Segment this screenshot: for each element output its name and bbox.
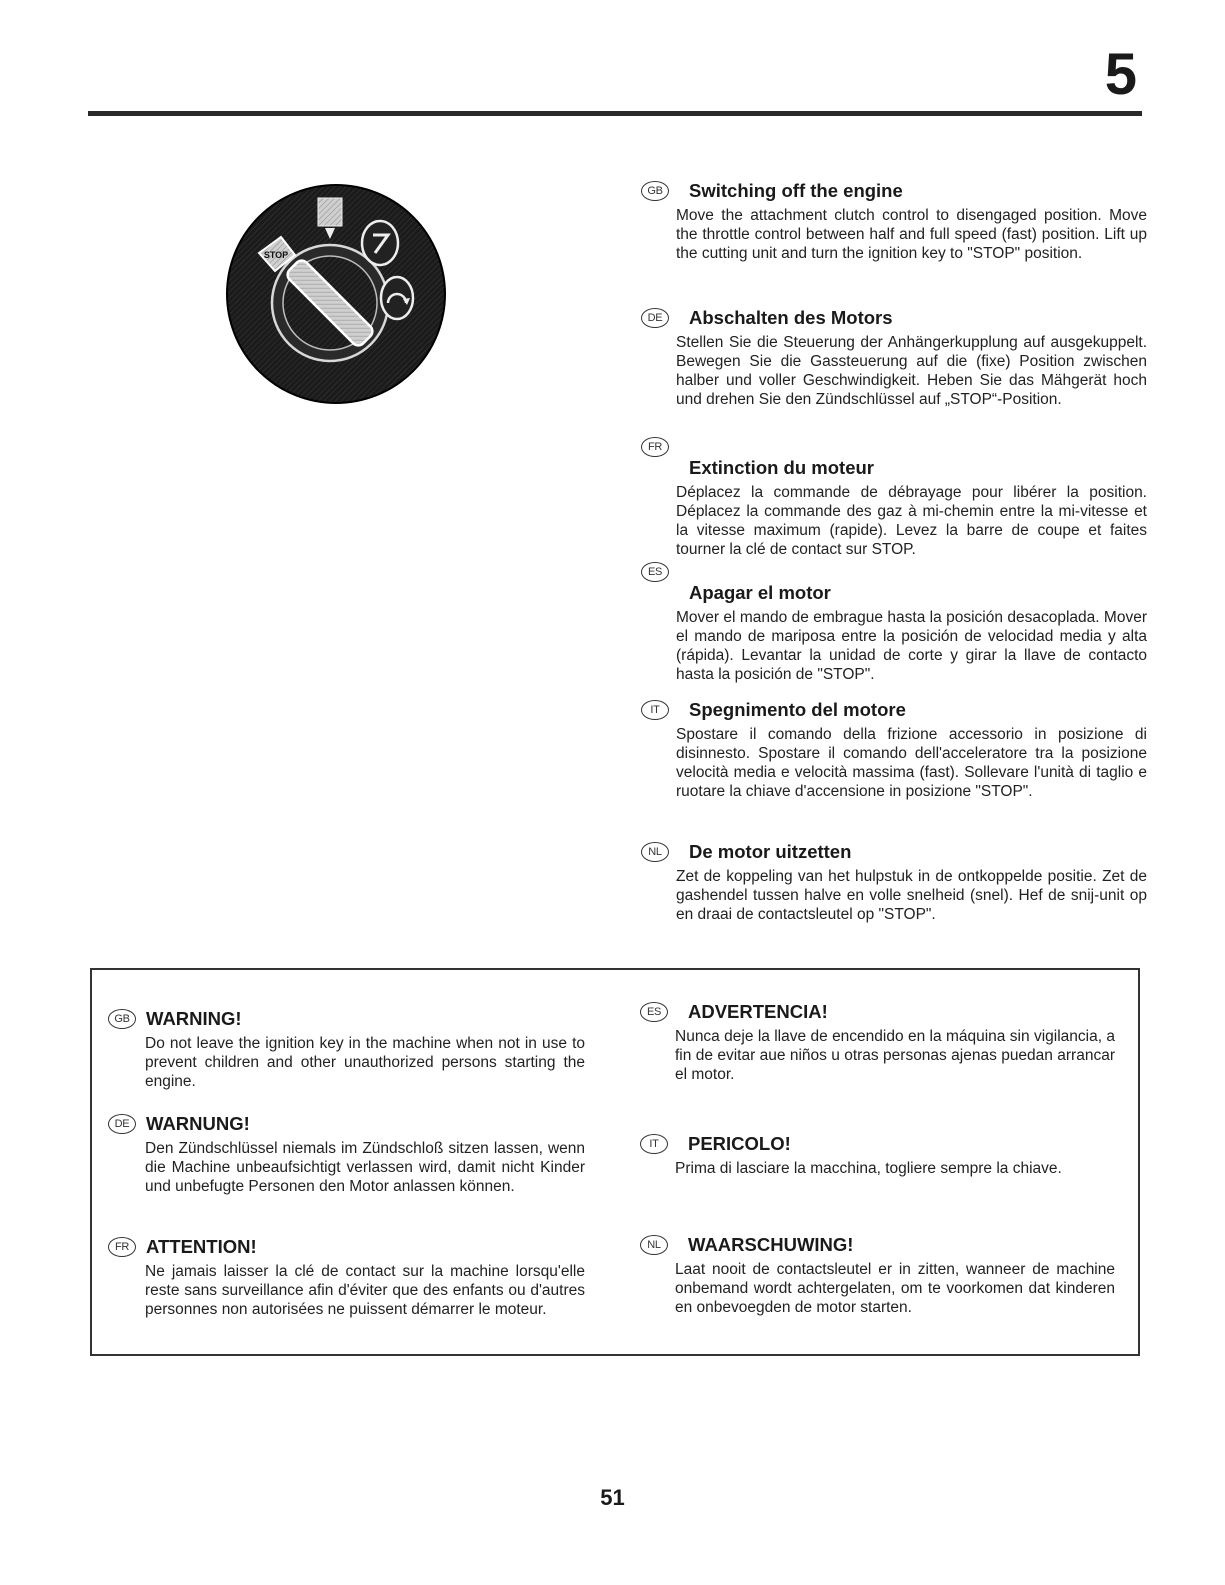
- warning-gb: [108, 1006, 583, 1091]
- lang-badge: DE: [108, 1114, 136, 1134]
- warning-title: WARNUNG!: [146, 1113, 250, 1134]
- lang-badge: IT: [641, 700, 669, 720]
- warning-body: Prima di lasciare la macchina, togliere sempre la chiave.: [675, 1160, 1062, 1177]
- warning-it: [640, 1131, 1115, 1178]
- section-fr: [641, 437, 1147, 559]
- section-body: Zet de koppeling van het hulpstuk in de ontkoppelde positie. Zet de gashendel tussen halve en volle snelheid (snel). Hef de snij-unit op en draai de contactsleutel op "STOP".: [676, 868, 1147, 923]
- section-title: Abschalten des Motors: [689, 307, 893, 328]
- section-de: [641, 305, 1147, 409]
- lang-badge: GB: [641, 181, 669, 201]
- svg-text:STOP: STOP: [263, 250, 289, 260]
- warning-fr: [108, 1234, 583, 1319]
- section-body: Déplacez la commande de débrayage pour libérer la position. Déplacez la commande des gaz à mi-chemin entre la mi-vitesse et la vitesse maximum (rapide). Levez la barre de coupe et faites tourner la clé de contact sur STOP.: [676, 484, 1147, 558]
- page-number: 51: [600, 1485, 625, 1510]
- warning-de: [108, 1111, 583, 1196]
- section-body: Move the attachment clutch control to disengaged position. Move the throttle control between half and full speed (fast) position. Lift up the cutting unit and turn the ignition key to "STOP" position.: [676, 207, 1147, 262]
- section-body: Spostare il comando della frizione accessorio in posizione di disinnesto. Spostare il comando dell'acceleratore tra la posizione velocità media e velocità massima (fast). Sollevare l'unità di taglio e ruotare la chiave d'accensione in posizione "STOP".: [676, 726, 1147, 800]
- section-title: Switching off the engine: [689, 180, 903, 201]
- chapter-number: 5: [1104, 42, 1137, 107]
- section-nl: [641, 839, 1147, 924]
- warning-body: Do not leave the ignition key in the machine when not in use to prevent children and other unauthorized persons starting the engine.: [145, 1035, 585, 1090]
- warning-es: [640, 999, 1115, 1084]
- section-it: [641, 697, 1147, 801]
- warning-nl: [640, 1232, 1115, 1317]
- start-icon: [381, 277, 413, 319]
- warning-body: Ne jamais laisser la clé de contact sur la machine lorsqu'elle reste sans surveillance afin d'éviter que des enfants ou d'autres personnes non autorisées ne puissent démarrer le moteur.: [145, 1263, 585, 1318]
- section-body: Stellen Sie die Steuerung der Anhängerkupplung auf ausgekuppelt. Bewegen Sie die Gassteuerung auf die (fixe) Position zwischen halber und voller Geschwindigkeit. Heben Sie das Mähgerät hoch und drehen Sie den Zündschlüssel auf „STOP“-Position.: [676, 334, 1147, 408]
- section-title: De motor uitzetten: [689, 841, 852, 862]
- warning-body: Den Zündschlüssel niemals im Zündschloß sitzen lassen, wenn die Machine unbeaufsichtigt verlassen wird, damit nicht Kinder und unbefugte Personen den Motor anlassen können.: [145, 1140, 585, 1195]
- lang-badge: ES: [641, 562, 669, 582]
- lang-badge: NL: [640, 1235, 668, 1255]
- lang-badge: ES: [640, 1002, 668, 1022]
- warning-box: [90, 968, 1140, 1356]
- warning-title: WAARSCHUWING!: [688, 1234, 854, 1255]
- lang-badge: IT: [640, 1134, 668, 1154]
- section-gb: [641, 178, 1147, 263]
- section-title: Spegnimento del motore: [689, 699, 906, 720]
- warning-body: Laat nooit de contactsleutel er in zitten, wanneer de machine onbemand wordt achtergelaten, om te voorkomen dat kinderen en onbevoegden de motor starten.: [675, 1261, 1115, 1316]
- lang-badge: FR: [641, 437, 669, 457]
- section-title: Apagar el motor: [689, 582, 831, 603]
- ignition-switch-figure: [225, 183, 447, 405]
- warning-title: ADVERTENCIA!: [688, 1001, 828, 1022]
- warning-title: PERICOLO!: [688, 1133, 791, 1154]
- lang-badge: GB: [108, 1009, 136, 1029]
- warning-body: Nunca deje la llave de encendido en la máquina sin vigilancia, a fin de evitar aue niños u otras personas ajenas puedan arrancar el motor.: [675, 1028, 1115, 1083]
- warning-title: ATTENTION!: [146, 1236, 257, 1257]
- section-title: Extinction du moteur: [689, 457, 874, 478]
- lang-badge: FR: [108, 1237, 136, 1257]
- header-rule: [88, 111, 1142, 116]
- warning-title: WARNING!: [146, 1008, 242, 1029]
- lang-badge: DE: [641, 308, 669, 328]
- lang-badge: NL: [641, 842, 669, 862]
- section-es: [641, 562, 1147, 684]
- section-body: Mover el mando de embrague hasta la posición desacoplada. Mover el mando de mariposa entre la posición de velocidad media y alta (rápida). Levantar la unidad de corte y girar la llave de contacto hasta la posición de "STOP".: [676, 609, 1147, 683]
- throttle-icon: [362, 221, 398, 265]
